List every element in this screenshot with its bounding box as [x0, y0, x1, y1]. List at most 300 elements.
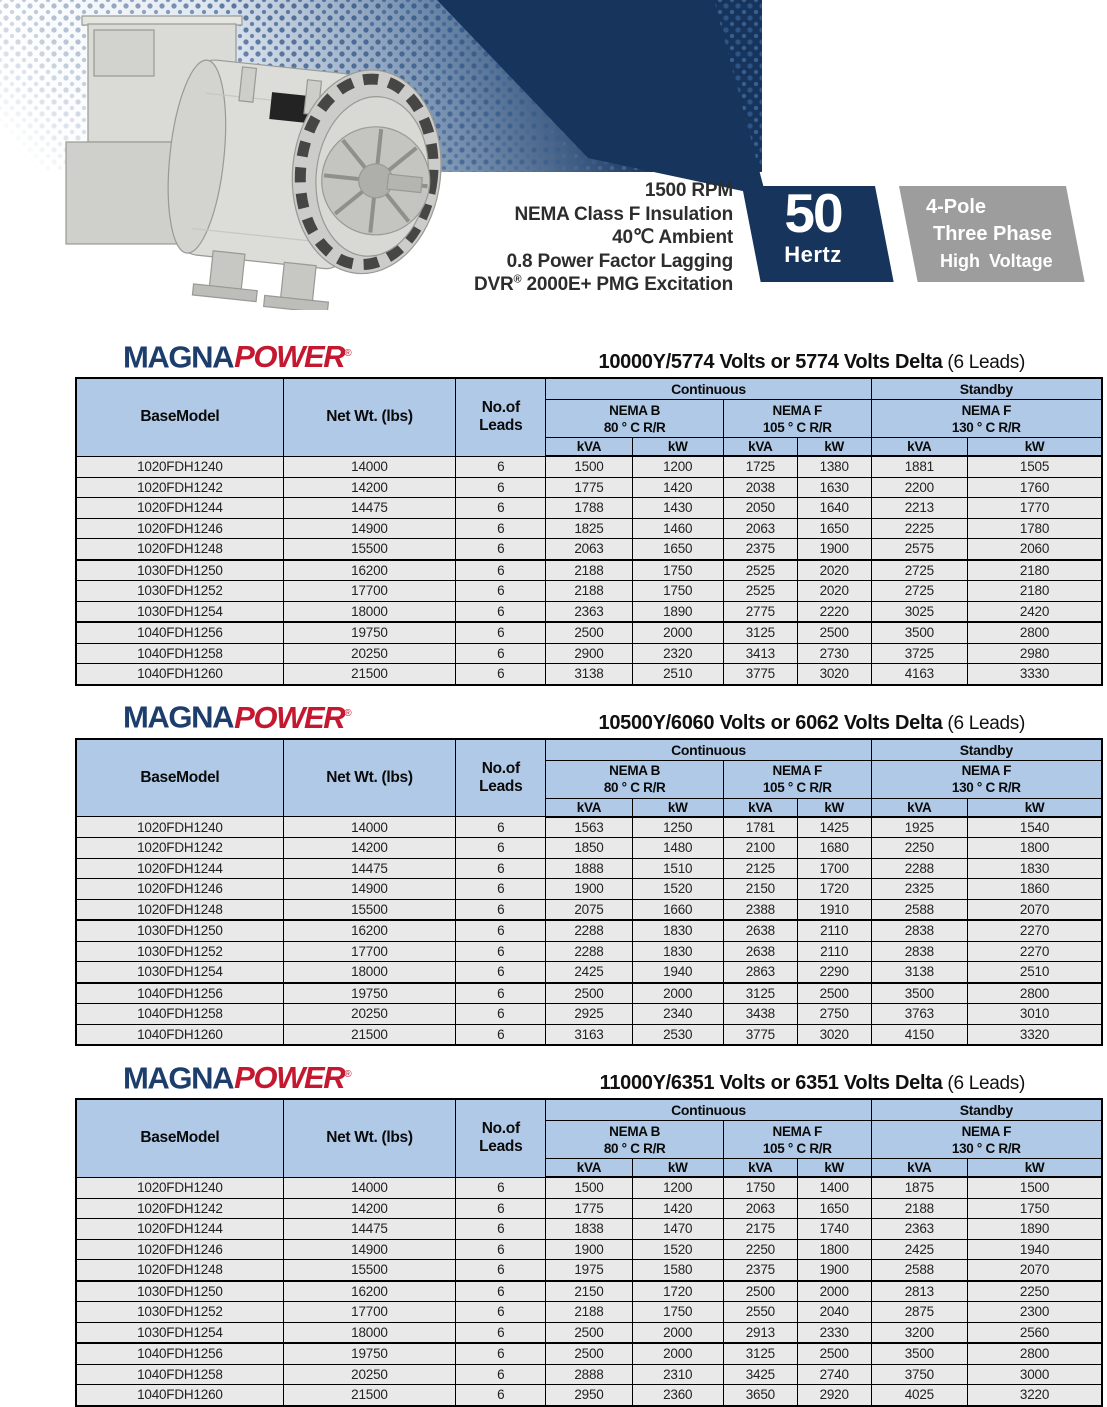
- value-cell: 1888: [546, 858, 632, 879]
- value-cell: 1500: [546, 1177, 632, 1198]
- value-cell: 2290: [797, 962, 871, 983]
- value-cell: 1505: [968, 456, 1102, 477]
- value-cell: 2838: [871, 941, 967, 962]
- model-cell: 1020FDH1240: [76, 456, 283, 477]
- table-row: [76, 983, 1102, 1004]
- value-cell: 1510: [632, 858, 723, 879]
- table-row: [76, 1302, 1102, 1323]
- model-cell: 1030FDH1252: [76, 1302, 283, 1323]
- value-cell: 2330: [797, 1322, 871, 1343]
- value-cell: 6: [456, 1024, 546, 1045]
- generator-image: [36, 10, 448, 310]
- value-cell: 1781: [723, 817, 797, 838]
- pole-line: High Voltage: [940, 251, 1053, 271]
- brand-logo: [123, 697, 350, 734]
- header-row-duty: [76, 739, 1102, 761]
- value-cell: 6: [456, 858, 546, 879]
- value-cell: 2500: [546, 1343, 632, 1364]
- value-cell: 2150: [546, 1281, 632, 1302]
- value-cell: 14475: [283, 1219, 455, 1240]
- value-cell: 2500: [797, 622, 871, 643]
- value-cell: 2300: [968, 1302, 1102, 1323]
- col-header-base-model: BaseModel: [76, 739, 283, 817]
- col-header-nema-f-105: NEMA F 105 ° C R/R: [723, 400, 871, 438]
- value-cell: 14475: [283, 498, 455, 519]
- logo-power: POWER: [234, 1060, 345, 1095]
- spec-line: NEMA Class F Insulation: [514, 203, 733, 225]
- value-cell: 6: [456, 622, 546, 643]
- value-cell: 2588: [871, 899, 967, 920]
- model-cell: 1030FDH1250: [76, 560, 283, 581]
- hertz-label: Hertz: [784, 242, 842, 267]
- value-cell: 3000: [968, 1364, 1102, 1385]
- model-cell: 1020FDH1240: [76, 817, 283, 838]
- value-cell: 2250: [871, 838, 967, 859]
- value-cell: 6: [456, 1239, 546, 1260]
- table-row: [76, 518, 1102, 539]
- value-cell: 16200: [283, 920, 455, 941]
- header-row-duty: [76, 378, 1102, 400]
- value-cell: 1400: [797, 1177, 871, 1198]
- value-cell: 2375: [723, 1260, 797, 1281]
- col-header-kw: kW: [968, 798, 1102, 817]
- value-cell: 2320: [632, 643, 723, 664]
- value-cell: 1650: [632, 539, 723, 560]
- value-cell: 2188: [871, 1198, 967, 1219]
- value-cell: 14000: [283, 817, 455, 838]
- col-header-standby: Standby: [871, 378, 1102, 400]
- ratings-table: [75, 377, 1103, 686]
- value-cell: 6: [456, 983, 546, 1004]
- col-header-base-model: BaseModel: [76, 1099, 283, 1177]
- value-cell: 1470: [632, 1219, 723, 1240]
- model-cell: 1030FDH1250: [76, 1281, 283, 1302]
- value-cell: 2188: [546, 1302, 632, 1323]
- value-cell: 2325: [871, 879, 967, 900]
- model-cell: 1020FDH1246: [76, 518, 283, 539]
- value-cell: 2950: [546, 1385, 632, 1406]
- value-cell: 6: [456, 1302, 546, 1323]
- value-cell: 1720: [797, 879, 871, 900]
- value-cell: 2020: [797, 560, 871, 581]
- value-cell: 2125: [723, 858, 797, 879]
- value-cell: 1770: [968, 498, 1102, 519]
- model-cell: 1020FDH1248: [76, 539, 283, 560]
- table-row: [76, 643, 1102, 664]
- value-cell: 2813: [871, 1281, 967, 1302]
- value-cell: 2510: [968, 962, 1102, 983]
- value-cell: 2725: [871, 560, 967, 581]
- value-cell: 2925: [546, 1004, 632, 1025]
- value-cell: 2500: [723, 1281, 797, 1302]
- value-cell: 3763: [871, 1004, 967, 1025]
- value-cell: 3138: [546, 664, 632, 685]
- model-cell: 1040FDH1260: [76, 1024, 283, 1045]
- value-cell: 1540: [968, 817, 1102, 838]
- table-row: [76, 1004, 1102, 1025]
- ratings-section-2: [75, 694, 1103, 1047]
- value-cell: 1520: [632, 879, 723, 900]
- col-header-net-wt: Net Wt. (lbs): [283, 378, 455, 456]
- table-row: [76, 1024, 1102, 1045]
- value-cell: 2213: [871, 498, 967, 519]
- value-cell: 16200: [283, 1281, 455, 1302]
- value-cell: 15500: [283, 539, 455, 560]
- value-cell: 2838: [871, 920, 967, 941]
- value-cell: 3438: [723, 1004, 797, 1025]
- col-header-kva: kVA: [546, 1159, 632, 1178]
- value-cell: 1760: [968, 477, 1102, 498]
- value-cell: 1725: [723, 456, 797, 477]
- value-cell: 2375: [723, 539, 797, 560]
- value-cell: 4150: [871, 1024, 967, 1045]
- value-cell: 1775: [546, 1198, 632, 1219]
- value-cell: 1750: [632, 560, 723, 581]
- value-cell: 2638: [723, 941, 797, 962]
- value-cell: 21500: [283, 664, 455, 685]
- value-cell: 1460: [632, 518, 723, 539]
- value-cell: 1750: [968, 1198, 1102, 1219]
- value-cell: 2220: [797, 601, 871, 622]
- col-header-nema-f-130: NEMA F 130 ° C R/R: [871, 760, 1102, 798]
- col-header-kva: kVA: [546, 798, 632, 817]
- value-cell: 2875: [871, 1302, 967, 1323]
- col-header-net-wt: Net Wt. (lbs): [283, 1099, 455, 1177]
- value-cell: 2063: [546, 539, 632, 560]
- col-header-nema-f-130: NEMA F 130 ° C R/R: [871, 1121, 1102, 1159]
- value-cell: 2900: [546, 643, 632, 664]
- logo-magna: MAGNA: [123, 339, 234, 374]
- value-cell: 2525: [723, 560, 797, 581]
- value-cell: 6: [456, 1004, 546, 1025]
- col-header-kva: kVA: [871, 1159, 967, 1178]
- table-row: [76, 1239, 1102, 1260]
- col-header-nema-f-105: NEMA F 105 ° C R/R: [723, 1121, 871, 1159]
- table-title: 10000Y/5774 Volts or 5774 Volts Delta (6 Leads): [598, 351, 1025, 373]
- value-cell: 3500: [871, 983, 967, 1004]
- value-cell: 6: [456, 1281, 546, 1302]
- value-cell: 4163: [871, 664, 967, 685]
- value-cell: 2588: [871, 1260, 967, 1281]
- value-cell: 6: [456, 601, 546, 622]
- logo-magna: MAGNA: [123, 1060, 234, 1095]
- value-cell: 6: [456, 838, 546, 859]
- brand-logo: [123, 1058, 350, 1095]
- value-cell: 2550: [723, 1302, 797, 1323]
- value-cell: 2500: [797, 983, 871, 1004]
- model-cell: 1030FDH1254: [76, 1322, 283, 1343]
- value-cell: 6: [456, 1177, 546, 1198]
- value-cell: 2500: [546, 1322, 632, 1343]
- value-cell: 3413: [723, 643, 797, 664]
- value-cell: 6: [456, 643, 546, 664]
- table-row: [76, 539, 1102, 560]
- value-cell: 3725: [871, 643, 967, 664]
- value-cell: 2000: [632, 1322, 723, 1343]
- col-header-kva: kVA: [723, 1159, 797, 1178]
- value-cell: 2730: [797, 643, 871, 664]
- value-cell: 1940: [632, 962, 723, 983]
- value-cell: 2250: [968, 1281, 1102, 1302]
- model-cell: 1030FDH1254: [76, 962, 283, 983]
- value-cell: 2980: [968, 643, 1102, 664]
- value-cell: 14000: [283, 1177, 455, 1198]
- model-cell: 1040FDH1260: [76, 664, 283, 685]
- col-header-kva: kVA: [723, 438, 797, 457]
- value-cell: 14900: [283, 1239, 455, 1260]
- ratings-table-3: [75, 1098, 1103, 1407]
- value-cell: 15500: [283, 899, 455, 920]
- value-cell: 6: [456, 1385, 546, 1406]
- value-cell: 1250: [632, 817, 723, 838]
- value-cell: 2070: [968, 899, 1102, 920]
- value-cell: 17700: [283, 581, 455, 602]
- value-cell: 2000: [632, 1343, 723, 1364]
- value-cell: 1580: [632, 1260, 723, 1281]
- value-cell: 2340: [632, 1004, 723, 1025]
- value-cell: 15500: [283, 1260, 455, 1281]
- value-cell: 2310: [632, 1364, 723, 1385]
- model-cell: 1040FDH1256: [76, 983, 283, 1004]
- logo-power: POWER: [234, 699, 345, 735]
- table-title: 10500Y/6060 Volts or 6062 Volts Delta (6 Leads): [598, 711, 1025, 734]
- col-header-continuous: Continuous: [546, 1099, 871, 1121]
- value-cell: 2063: [723, 1198, 797, 1219]
- col-header-kva: kVA: [871, 798, 967, 817]
- value-cell: 1900: [797, 1260, 871, 1281]
- value-cell: 1720: [632, 1281, 723, 1302]
- model-cell: 1020FDH1240: [76, 1177, 283, 1198]
- col-header-kva: kVA: [546, 438, 632, 457]
- value-cell: 2888: [546, 1364, 632, 1385]
- value-cell: 1881: [871, 456, 967, 477]
- value-cell: 6: [456, 664, 546, 685]
- spec-line: 0.8 Power Factor Lagging: [506, 250, 733, 272]
- col-header-kw: kW: [797, 438, 871, 457]
- value-cell: 14000: [283, 456, 455, 477]
- value-cell: 1900: [546, 879, 632, 900]
- pole-line: Three Phase: [933, 223, 1052, 245]
- value-cell: 2800: [968, 1343, 1102, 1364]
- value-cell: 2075: [546, 899, 632, 920]
- col-header-kw: kW: [632, 798, 723, 817]
- value-cell: 2920: [797, 1385, 871, 1406]
- value-cell: 1500: [968, 1177, 1102, 1198]
- value-cell: 2863: [723, 962, 797, 983]
- value-cell: 1860: [968, 879, 1102, 900]
- col-header-kva: kVA: [723, 798, 797, 817]
- table-row: [76, 858, 1102, 879]
- value-cell: 3125: [723, 983, 797, 1004]
- value-cell: 20250: [283, 643, 455, 664]
- table-row: [76, 941, 1102, 962]
- model-cell: 1020FDH1242: [76, 477, 283, 498]
- value-cell: 1380: [797, 456, 871, 477]
- value-cell: 1640: [797, 498, 871, 519]
- value-cell: 14475: [283, 858, 455, 879]
- value-cell: 6: [456, 539, 546, 560]
- table-row: [76, 601, 1102, 622]
- value-cell: 2750: [797, 1004, 871, 1025]
- model-cell: 1020FDH1242: [76, 1198, 283, 1219]
- col-header-leads: No.of Leads: [456, 739, 546, 817]
- value-cell: 1480: [632, 838, 723, 859]
- value-cell: 2000: [632, 983, 723, 1004]
- value-cell: 1940: [968, 1239, 1102, 1260]
- hertz-badge-text: [744, 184, 882, 268]
- value-cell: 3138: [871, 962, 967, 983]
- value-cell: 1740: [797, 1219, 871, 1240]
- header-row-duty: [76, 1099, 1102, 1121]
- table-row: [76, 1385, 1102, 1406]
- value-cell: 2000: [632, 622, 723, 643]
- value-cell: 6: [456, 1260, 546, 1281]
- spec-line-dvr: DVR® 2000E+ PMG Excitation: [474, 273, 733, 295]
- registered-mark: ®: [344, 708, 351, 720]
- table-row: [76, 962, 1102, 983]
- model-cell: 1020FDH1248: [76, 899, 283, 920]
- value-cell: 6: [456, 899, 546, 920]
- value-cell: 2638: [723, 920, 797, 941]
- col-header-nema-b: NEMA B 80 ° C R/R: [546, 1121, 723, 1159]
- value-cell: 1563: [546, 817, 632, 838]
- value-cell: 1900: [797, 539, 871, 560]
- value-cell: 3330: [968, 664, 1102, 685]
- spec-line: 1500 RPM: [644, 180, 733, 201]
- value-cell: 2050: [723, 498, 797, 519]
- table-row: [76, 1260, 1102, 1281]
- table-row: [76, 920, 1102, 941]
- table-row: [76, 899, 1102, 920]
- table-row: [76, 1177, 1102, 1198]
- value-cell: 3775: [723, 1024, 797, 1045]
- model-cell: 1030FDH1254: [76, 601, 283, 622]
- value-cell: 3163: [546, 1024, 632, 1045]
- value-cell: 3025: [871, 601, 967, 622]
- value-cell: 19750: [283, 983, 455, 1004]
- value-cell: 14900: [283, 879, 455, 900]
- value-cell: 1975: [546, 1260, 632, 1281]
- value-cell: 2150: [723, 879, 797, 900]
- col-header-nema-b: NEMA B 80 ° C R/R: [546, 400, 723, 438]
- value-cell: 6: [456, 1343, 546, 1364]
- model-cell: 1040FDH1260: [76, 1385, 283, 1406]
- value-cell: 2425: [871, 1239, 967, 1260]
- value-cell: 2110: [797, 941, 871, 962]
- value-cell: 1650: [797, 1198, 871, 1219]
- value-cell: 20250: [283, 1364, 455, 1385]
- value-cell: 1630: [797, 477, 871, 498]
- value-cell: 21500: [283, 1385, 455, 1406]
- value-cell: 1500: [546, 456, 632, 477]
- value-cell: 1660: [632, 899, 723, 920]
- value-cell: 1825: [546, 518, 632, 539]
- model-cell: 1040FDH1256: [76, 1343, 283, 1364]
- col-header-nema-f-105: NEMA F 105 ° C R/R: [723, 760, 871, 798]
- ratings-table: [75, 1098, 1103, 1407]
- value-cell: 1430: [632, 498, 723, 519]
- value-cell: 14200: [283, 1198, 455, 1219]
- table-row: [76, 1364, 1102, 1385]
- table-row: [76, 1343, 1102, 1364]
- value-cell: 2725: [871, 581, 967, 602]
- value-cell: 1750: [632, 1302, 723, 1323]
- value-cell: 2270: [968, 920, 1102, 941]
- value-cell: 2270: [968, 941, 1102, 962]
- value-cell: 2180: [968, 560, 1102, 581]
- col-header-kw: kW: [968, 438, 1102, 457]
- value-cell: 2110: [797, 920, 871, 941]
- value-cell: 2525: [723, 581, 797, 602]
- value-cell: 1425: [797, 817, 871, 838]
- value-cell: 6: [456, 1364, 546, 1385]
- model-cell: 1020FDH1246: [76, 1239, 283, 1260]
- table-row: [76, 498, 1102, 519]
- value-cell: 17700: [283, 941, 455, 962]
- col-header-kw: kW: [632, 438, 723, 457]
- value-cell: 3320: [968, 1024, 1102, 1045]
- value-cell: 6: [456, 456, 546, 477]
- value-cell: 6: [456, 817, 546, 838]
- value-cell: 2250: [723, 1239, 797, 1260]
- value-cell: 2175: [723, 1219, 797, 1240]
- ratings-table-2: [75, 738, 1103, 1047]
- value-cell: 2500: [546, 983, 632, 1004]
- value-cell: 2530: [632, 1024, 723, 1045]
- value-cell: 1680: [797, 838, 871, 859]
- spec-line: 40℃ Ambient: [612, 227, 733, 248]
- table-row: [76, 664, 1102, 685]
- value-cell: 1900: [546, 1239, 632, 1260]
- model-cell: 1020FDH1244: [76, 858, 283, 879]
- model-cell: 1040FDH1258: [76, 1364, 283, 1385]
- ratings-section-3: [75, 1054, 1103, 1407]
- table-row: [76, 817, 1102, 838]
- value-cell: 3750: [871, 1364, 967, 1385]
- value-cell: 2060: [968, 539, 1102, 560]
- value-cell: 2913: [723, 1322, 797, 1343]
- value-cell: 2510: [632, 664, 723, 685]
- ratings-table: [75, 738, 1103, 1047]
- value-cell: 2063: [723, 518, 797, 539]
- value-cell: 1750: [632, 581, 723, 602]
- value-cell: 19750: [283, 622, 455, 643]
- value-cell: 2363: [871, 1219, 967, 1240]
- ratings-section-1: [75, 333, 1103, 686]
- value-cell: 1420: [632, 477, 723, 498]
- value-cell: 6: [456, 962, 546, 983]
- value-cell: 2500: [797, 1343, 871, 1364]
- value-cell: 18000: [283, 601, 455, 622]
- model-cell: 1020FDH1248: [76, 1260, 283, 1281]
- value-cell: 2388: [723, 899, 797, 920]
- value-cell: 3020: [797, 664, 871, 685]
- table-row: [76, 1198, 1102, 1219]
- model-cell: 1030FDH1252: [76, 581, 283, 602]
- value-cell: 2800: [968, 983, 1102, 1004]
- table-row: [76, 1281, 1102, 1302]
- value-cell: 14200: [283, 838, 455, 859]
- value-cell: 1650: [797, 518, 871, 539]
- table-row: [76, 622, 1102, 643]
- registered-mark: ®: [344, 1068, 351, 1080]
- col-header-kw: kW: [797, 798, 871, 817]
- value-cell: 3650: [723, 1385, 797, 1406]
- col-header-standby: Standby: [871, 1099, 1102, 1121]
- value-cell: 1750: [723, 1177, 797, 1198]
- model-cell: 1040FDH1258: [76, 643, 283, 664]
- value-cell: 6: [456, 560, 546, 581]
